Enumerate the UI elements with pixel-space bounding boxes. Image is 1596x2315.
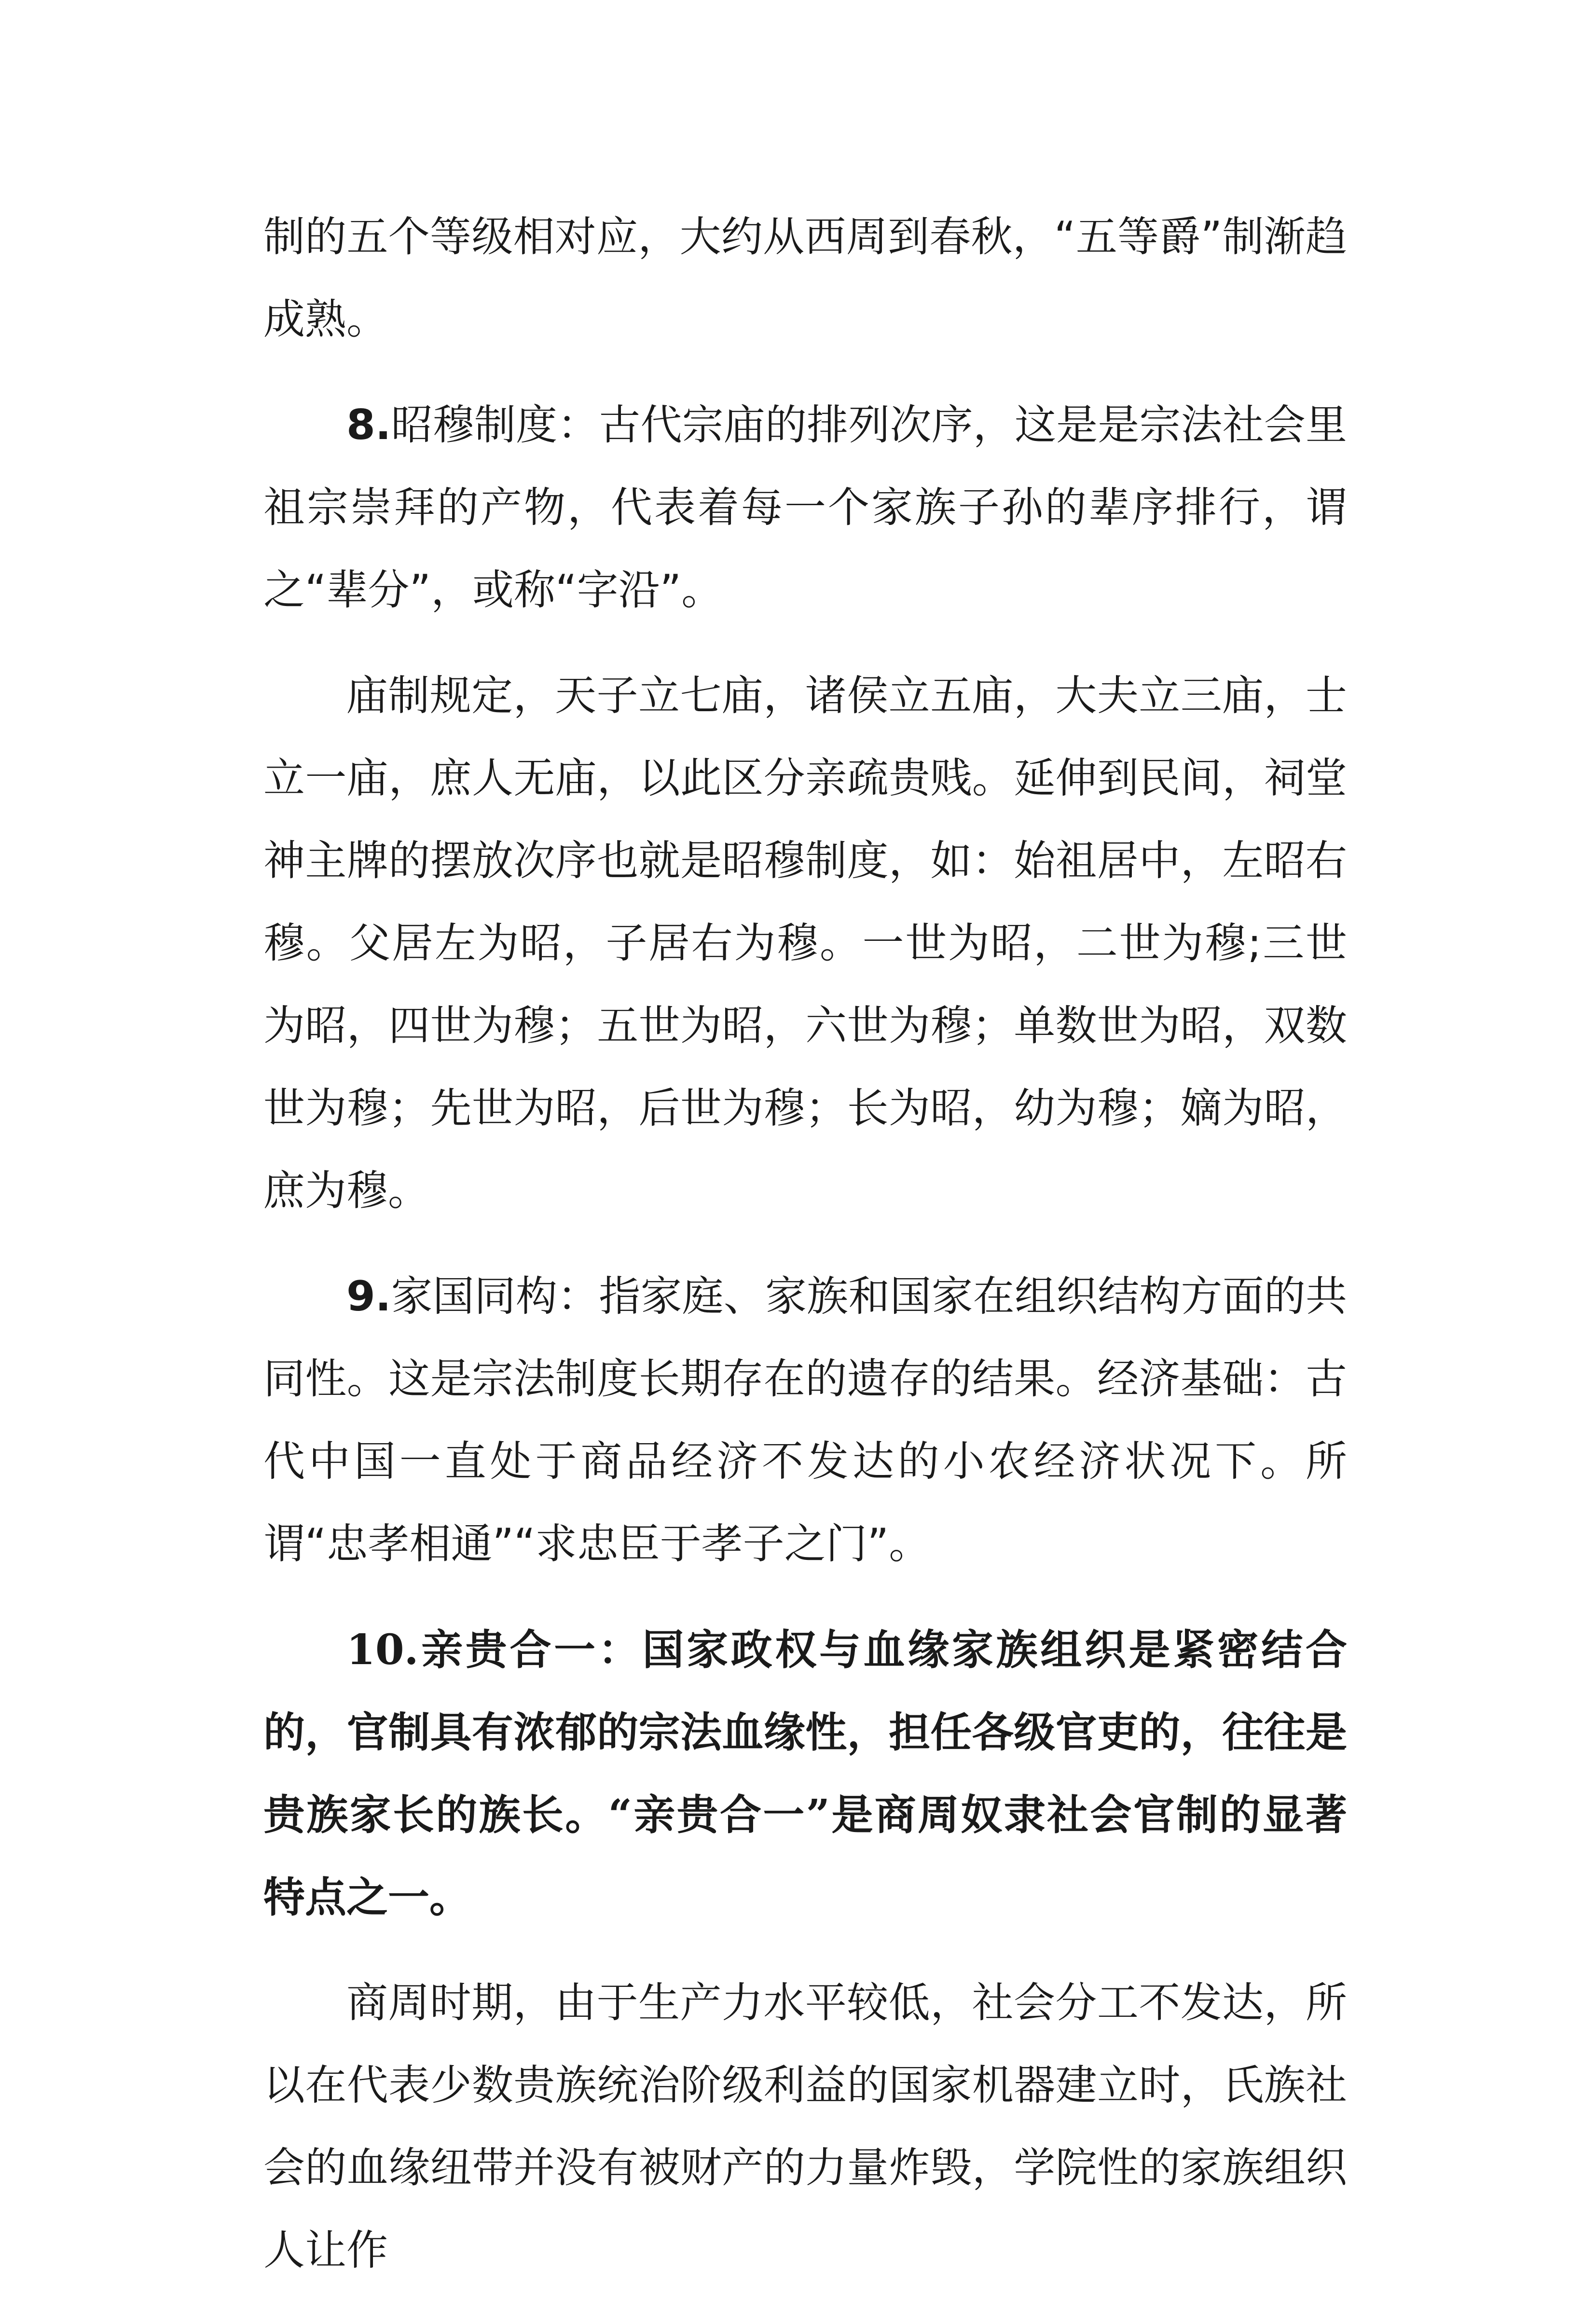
item-number: 10. [346, 1626, 419, 1674]
item-number: 9. [346, 1272, 391, 1321]
paragraph-text: 庙制规定，天子立七庙，诸侯立五庙，大夫立三庙，士立一庙，庶人无庙，以此区分亲疏贵贱。延伸到民间，祠堂神主牌的摆放次序也就是昭穆制度，如：始祖居中，左昭右穆。父居左为昭，子居右为穆。一世为昭，二世为穆;三世为昭，四世为穆；五世为昭，六世为穆；单数世为昭，双数世为穆；先世为昭，后世为穆；长为昭，幼为穆；嫡为昭，庶为穆。 [263, 672, 1347, 1215]
paragraph-kinship-nobility [263, 1609, 1347, 1939]
paragraph-shang-zhou [263, 1962, 1347, 2292]
paragraph-family-state [263, 1255, 1347, 1585]
paragraph-text: 制的五个等级相对应，大约从西周到春秋，“五等爵”制渐趋成熟。 [263, 213, 1347, 344]
paragraph-temple-rules [263, 655, 1347, 1232]
paragraph-continuation [263, 196, 1347, 361]
paragraph-text: 家国同构：指家庭、家族和国家在组织结构方面的共同性。这是宗法制度长期存在的遗存的结果。经济基础：古代中国一直处于商品经济不发达的小农经济状况下。所谓“忠孝相通”“求忠臣于孝子之门”。 [263, 1272, 1347, 1568]
document-body [263, 196, 1347, 2315]
paragraph-text: 昭穆制度：古代宗庙的排列次序，这是是宗法社会里祖宗崇拜的产物，代表着每一个家族子孙的辈序排行，谓之“辈分”，或称“字沿”。 [263, 401, 1347, 614]
paragraph-text: 商周时期，由于生产力水平较低，社会分工不发达，所以在代表少数贵族统治阶级利益的国家机器建立时，氏族社会的血缘纽带并没有被财产的力量炸毁，学院性的家族组织人让作 [263, 1979, 1347, 2274]
paragraph-zhaomu-system [263, 384, 1347, 632]
item-number: 8. [346, 401, 391, 449]
paragraph-text: 亲贵合一：国家政权与血缘家族组织是紧密结合的，官制具有浓郁的宗法血缘性，担任各级官吏的，往往是贵族家长的族长。“亲贵合一”是商周奴隶社会官制的显著特点之一。 [263, 1626, 1347, 1922]
